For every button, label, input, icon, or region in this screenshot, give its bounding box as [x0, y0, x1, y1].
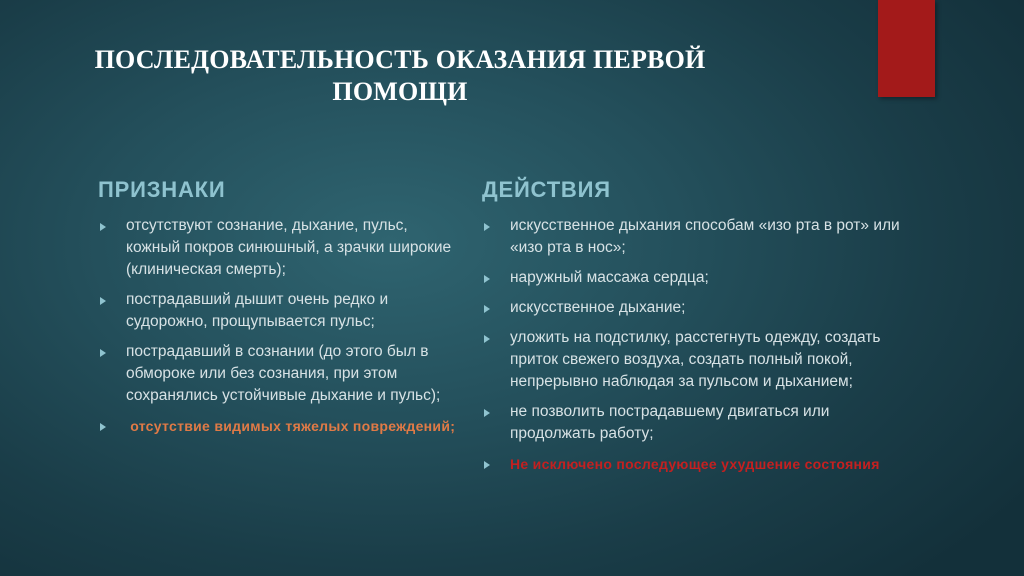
list-item-text-highlight: отсутствие видимых тяжелых повреждений;	[126, 418, 456, 434]
list-item	[98, 215, 466, 281]
triangle-right-bullet-icon	[484, 335, 490, 343]
triangle-right-bullet-icon	[484, 305, 490, 313]
actions-column	[482, 177, 908, 484]
list-item	[482, 215, 908, 259]
triangle-right-bullet-icon	[484, 409, 490, 417]
actions-heading: ДЕЙСТВИЯ	[482, 177, 611, 202]
list-item	[482, 267, 908, 289]
list-item-text-warning: Не исключено последующее ухудшение состояния	[510, 456, 880, 472]
list-item-text: пострадавший в сознании (до этого был в обмороке или без сознания, при этом сохранялись устойчивые дыхание и пульс);	[126, 343, 441, 404]
list-item-text: искусственное дыхания способам «изо рта в рот» или «изо рта в нос»;	[510, 217, 900, 256]
list-item-text: уложить на подстилку, расстегнуть одежду, создать приток свежего воздуха, создать полный покой, непрерывно наблюдая за пульсом и дыханием;	[510, 329, 881, 390]
triangle-right-bullet-icon	[100, 349, 106, 357]
triangle-right-bullet-icon	[484, 461, 490, 469]
actions-list	[482, 215, 908, 476]
list-item-text: пострадавший дышит очень редко и судорожно, прощупывается пульс;	[126, 291, 389, 330]
signs-list	[98, 215, 466, 438]
triangle-right-bullet-icon	[484, 223, 490, 231]
list-item	[482, 453, 908, 476]
list-item-text: наружный массажа сердца;	[510, 269, 709, 286]
list-item	[98, 289, 466, 333]
signs-heading: ПРИЗНАКИ	[98, 177, 226, 202]
list-item-text: не позволить пострадавшему двигаться или продолжать работу;	[510, 403, 830, 442]
list-item-text: отсутствуют сознание, дыхание, пульс, кожный покров синюшный, а зрачки широкие (клиническая смерть);	[126, 217, 452, 278]
triangle-right-bullet-icon	[100, 297, 106, 305]
list-item-text: искусственное дыхание;	[510, 299, 686, 316]
list-item	[482, 327, 908, 393]
list-item	[482, 297, 908, 319]
triangle-right-bullet-icon	[484, 275, 490, 283]
triangle-right-bullet-icon	[100, 423, 106, 431]
list-item	[98, 341, 466, 407]
list-item	[482, 401, 908, 445]
list-item	[98, 415, 466, 438]
red-accent-tab	[878, 0, 935, 97]
signs-column	[98, 177, 466, 446]
slide-title: ПОСЛЕДОВАТЕЛЬНОСТЬ ОКАЗАНИЯ ПЕРВОЙ ПОМОЩИ	[94, 45, 706, 106]
triangle-right-bullet-icon	[100, 223, 106, 231]
